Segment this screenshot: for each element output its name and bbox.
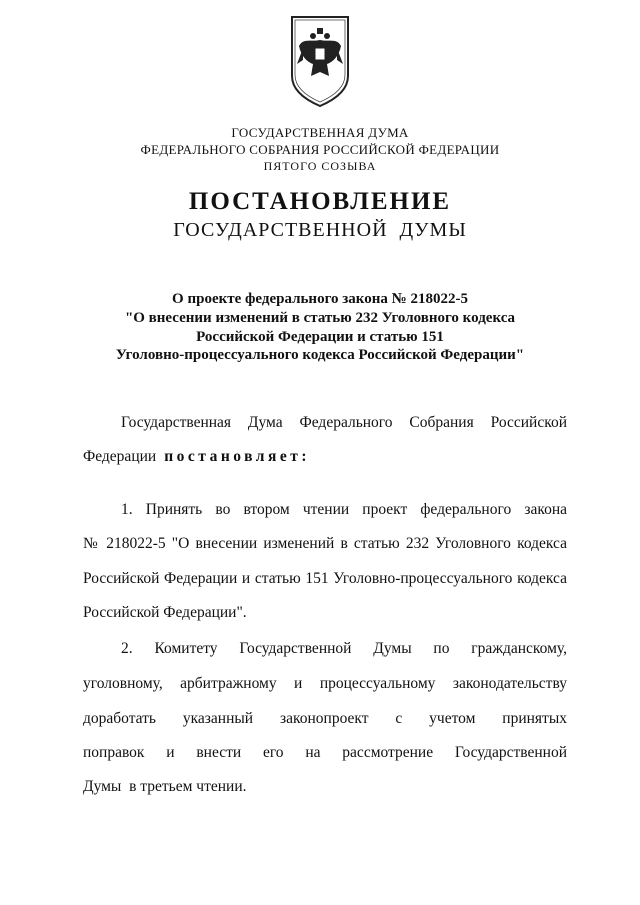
item2-line-4: поправок и внести его на рассмотрение Государственной — [83, 744, 567, 761]
item2-line-5: Думы в третьем чтении. — [83, 778, 247, 795]
document-subtitle: ГОСУДАРСТВЕННОЙ ДУМЫ — [173, 219, 467, 241]
item1-line-2: № 218022-5 "О внесении изменений в статью 232 Уголовного кодекса — [83, 535, 567, 552]
header-line-1: ГОСУДАРСТВЕННАЯ ДУМА — [231, 125, 409, 140]
subject-line-4: Уголовно-процессуального кодекса Российской Федерации" — [115, 347, 525, 363]
coat-of-arms-emblem — [289, 14, 351, 108]
subject-line-3: Российской Федерации и статью 151 — [196, 329, 444, 345]
item1-line-1: 1. Принять во втором чтении проект федерального закона — [121, 501, 567, 518]
header-line-3: ПЯТОГО СОЗЫВА — [263, 159, 377, 173]
decree-verb: постановляет: — [164, 448, 311, 465]
item2-line-1: 2. Комитету Государственной Думы по гражданскому, — [121, 640, 567, 657]
item2-line-3: доработать указанный законопроект с учетом принятых — [83, 710, 567, 727]
preamble-text: Федерации — [83, 448, 157, 465]
preamble-line-2 — [83, 448, 567, 466]
document-title: ПОСТАНОВЛЕНИЕ — [188, 188, 452, 215]
item2-line-2: уголовному, арбитражному и процессуальному законодательству — [83, 675, 567, 692]
subject-line-2: "О внесении изменений в статью 232 Уголовного кодекса — [124, 310, 516, 326]
item1-line-4: Российской Федерации". — [83, 604, 247, 621]
header-line-2: ФЕДЕРАЛЬНОГО СОБРАНИЯ РОССИЙСКОЙ ФЕДЕРАЦИИ — [140, 142, 500, 157]
subject-line-1: О проекте федерального закона № 218022-5 — [172, 291, 468, 307]
item1-line-3: Российской Федерации и статью 151 Уголовно-процессуального кодекса — [83, 570, 567, 587]
preamble-line-1: Государственная Дума Федерального Собрания Российской — [121, 414, 567, 431]
